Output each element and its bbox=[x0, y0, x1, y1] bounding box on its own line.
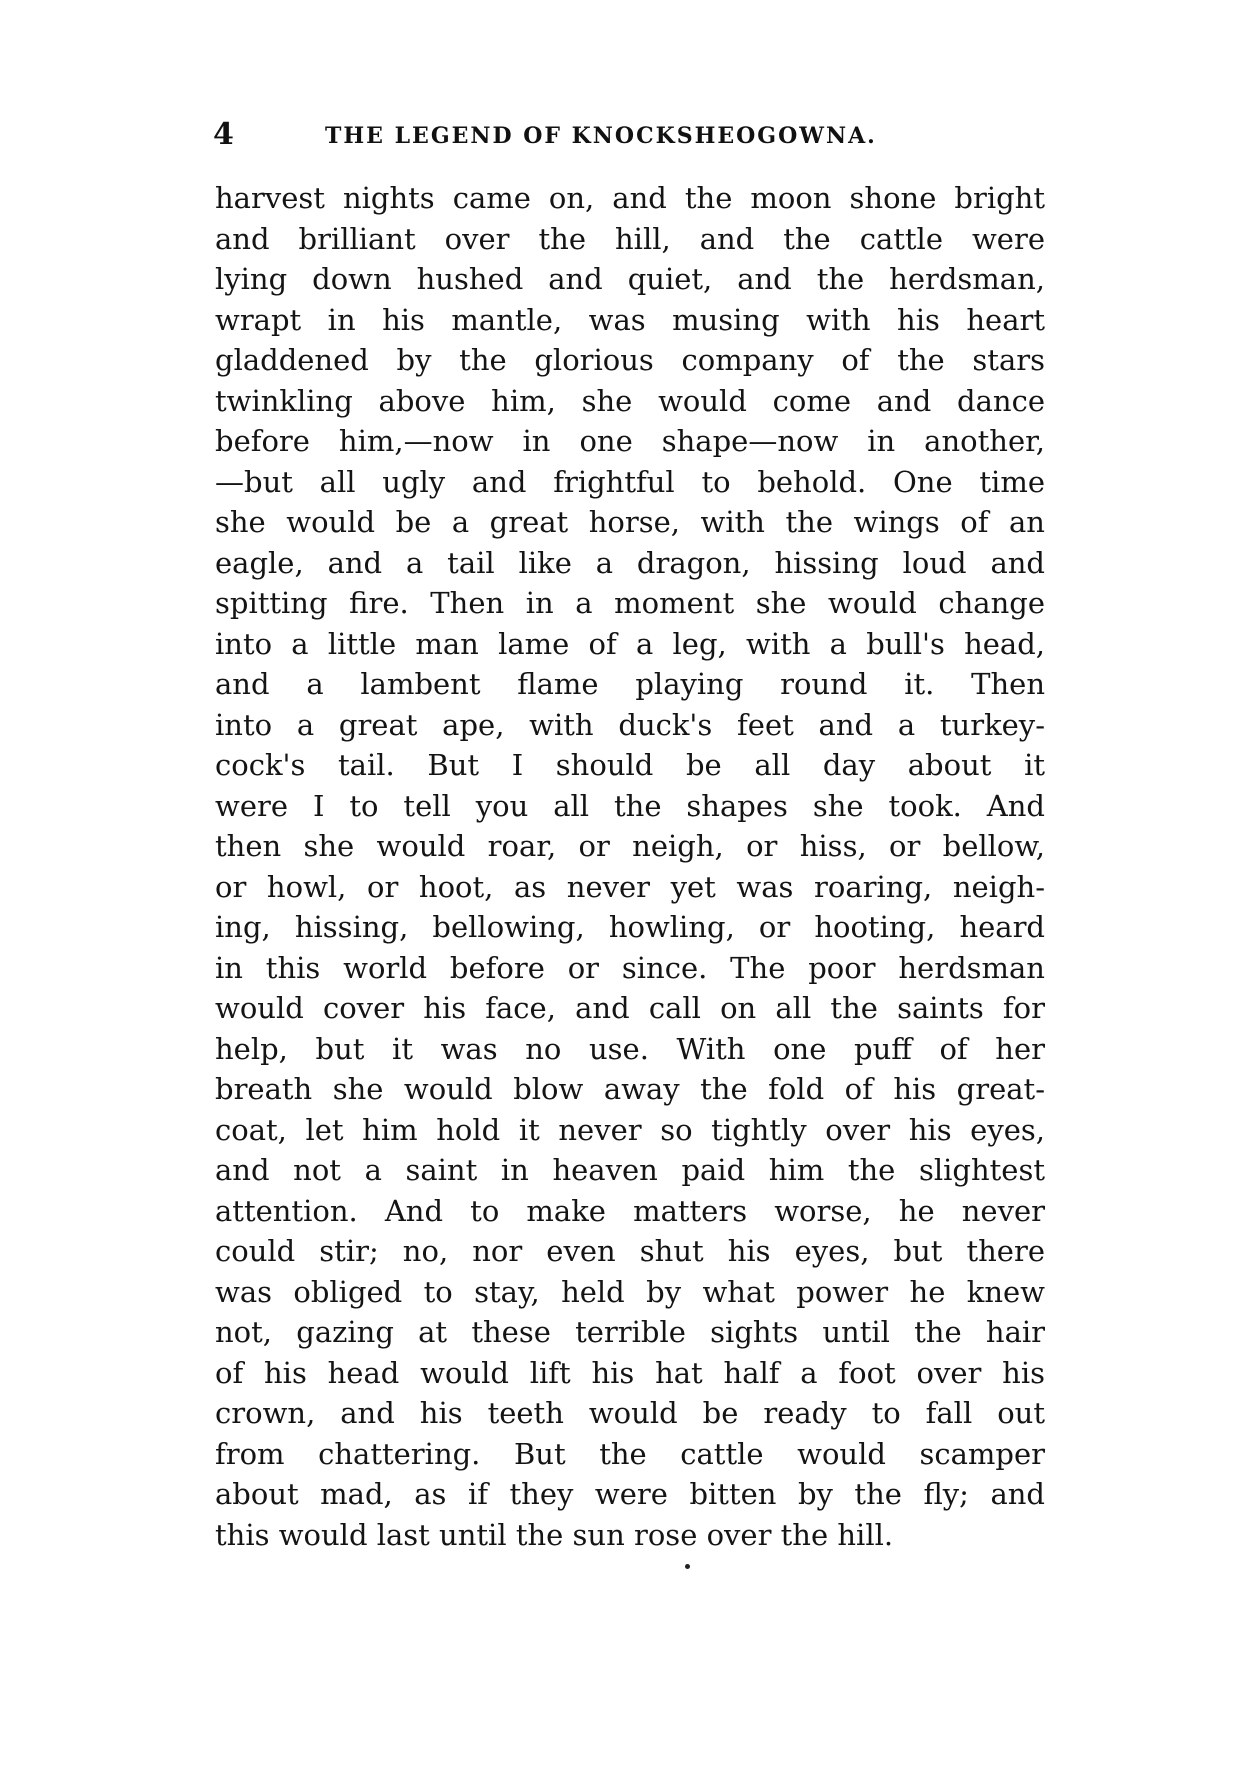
text-line: not, gazing at these terrible sights until the hair bbox=[215, 1315, 1045, 1349]
text-line: eagle, and a tail like a dragon, hissing loud and bbox=[215, 545, 1045, 580]
text-line: from chattering. But the cattle would scamper bbox=[215, 1436, 1045, 1471]
text-line: in this world before or since. The poor herdsman bbox=[215, 950, 1045, 985]
text-line: breath she would blow away the fold of his great- bbox=[215, 1072, 1045, 1106]
text-line: was obliged to stay, held by what power he knew bbox=[215, 1274, 1045, 1309]
running-head: THE LEGEND OF KNOCKSHEOGOWNA. bbox=[325, 123, 877, 149]
text-line: gladdened by the glorious company of the stars bbox=[215, 343, 1045, 377]
text-line: and brilliant over the hill, and the cattle were bbox=[215, 221, 1045, 256]
ink-dot-mark bbox=[685, 1564, 690, 1569]
text-line: of his head would lift his hat half a foot over his bbox=[215, 1355, 1045, 1390]
text-line: wrapt in his mantle, was musing with his heart bbox=[215, 302, 1045, 337]
text-line: before him,—now in one shape—now in another, bbox=[215, 424, 1045, 458]
text-line: cock's tail. But I should be all day about it bbox=[215, 748, 1045, 782]
text-line: into a great ape, with duck's feet and a turkey- bbox=[215, 707, 1045, 742]
text-line: and not a saint in heaven paid him the slightest bbox=[215, 1153, 1045, 1187]
text-line: help, but it was no use. With one puff of her bbox=[215, 1031, 1045, 1066]
text-line: coat, let him hold it never so tightly over his eyes, bbox=[215, 1112, 1045, 1147]
text-line: twinkling above him, she would come and dance bbox=[215, 383, 1045, 418]
text-line: this would last until the sun rose over the hill. bbox=[215, 1517, 894, 1552]
text-line: attention. And to make matters worse, he never bbox=[215, 1193, 1045, 1228]
text-line: —but all ugly and frightful to behold. One time bbox=[215, 464, 1045, 499]
page-header bbox=[213, 118, 1043, 152]
text-line: would cover his face, and call on all the saints for bbox=[215, 991, 1045, 1025]
text-line: into a little man lame of a leg, with a bull's head, bbox=[215, 626, 1045, 661]
text-line: then she would roar, or neigh, or hiss, or bellow, bbox=[215, 829, 1045, 863]
text-line: harvest nights came on, and the moon shone bright bbox=[215, 181, 1045, 215]
page-number: 4 bbox=[213, 117, 234, 152]
text-line: or howl, or hoot, as never yet was roaring, neigh- bbox=[215, 869, 1045, 904]
text-line: ing, hissing, bellowing, howling, or hooting, heard bbox=[215, 910, 1045, 944]
body-text bbox=[215, 178, 1045, 1555]
text-line: she would be a great horse, with the wings of an bbox=[215, 505, 1045, 539]
text-line: spitting fire. Then in a moment she would change bbox=[215, 586, 1045, 620]
text-line: crown, and his teeth would be ready to fall out bbox=[215, 1396, 1045, 1430]
text-line: could stir; no, nor even shut his eyes, but there bbox=[215, 1234, 1045, 1268]
text-line: about mad, as if they were bitten by the fly; and bbox=[215, 1477, 1045, 1511]
text-line: lying down hushed and quiet, and the herdsman, bbox=[215, 262, 1045, 296]
text-line: and a lambent flame playing round it. Then bbox=[215, 667, 1045, 701]
text-line: were I to tell you all the shapes she took. And bbox=[215, 788, 1045, 823]
